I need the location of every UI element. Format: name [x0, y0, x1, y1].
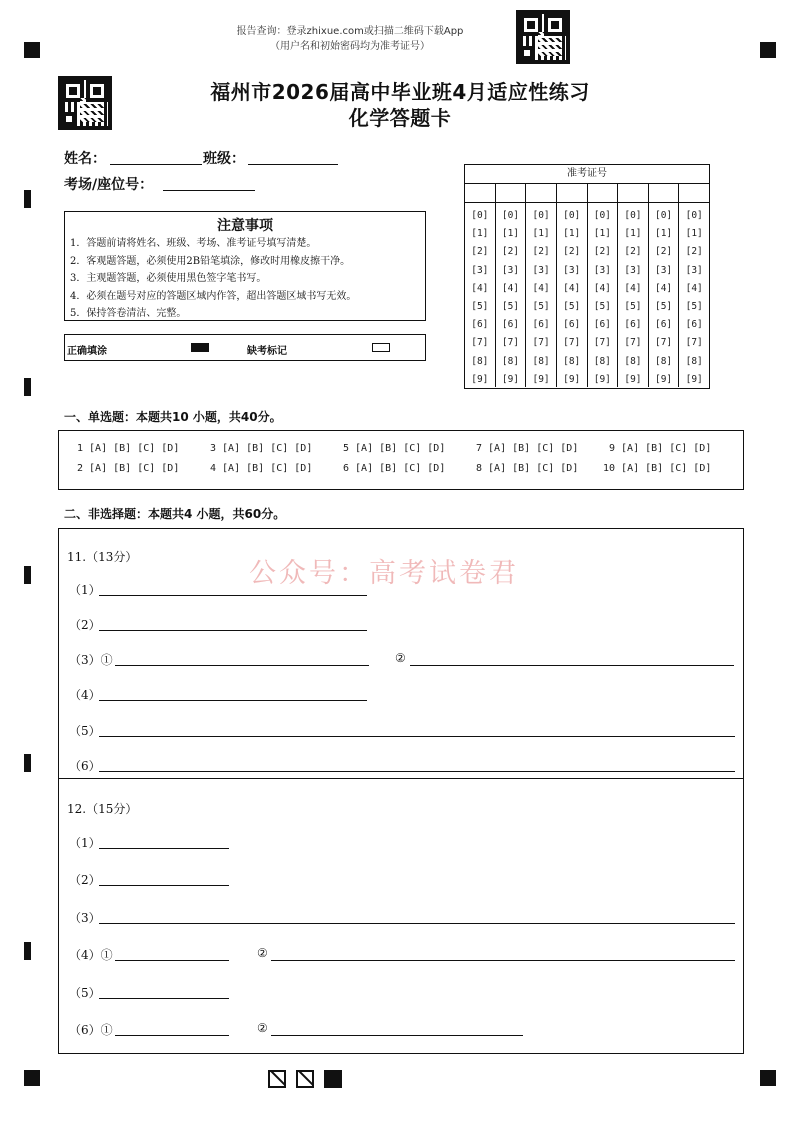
id-write-cell[interactable]: [618, 184, 649, 202]
correct-fill-sample: [191, 343, 209, 352]
exam-id-bubble[interactable]: [8]: [593, 355, 611, 367]
exam-id-bubble[interactable]: [9]: [624, 373, 642, 385]
q12-part3-label: （3）: [69, 911, 101, 925]
id-write-cell[interactable]: [526, 184, 557, 202]
exam-id-write-row: [465, 184, 709, 203]
exam-id-bubble[interactable]: [7]: [593, 337, 611, 349]
exam-id-bubble[interactable]: [4]: [685, 282, 703, 294]
q12-part4b-line[interactable]: [271, 960, 735, 961]
id-write-cell[interactable]: [465, 184, 496, 202]
exam-id-column: [465, 203, 496, 387]
mc-question[interactable]: 1 [A] [B] [C] [D]: [77, 443, 180, 454]
fill-example-box: [64, 334, 426, 361]
watermark: 公众号：高考试卷君: [249, 558, 519, 589]
exam-id-bubble[interactable]: [8]: [532, 355, 550, 367]
notice-item: 1．答题前请将姓名、班级、考场、准考证号填写清楚。: [70, 238, 317, 249]
q12-part3-line[interactable]: [99, 923, 735, 924]
q12-part1-line[interactable]: [99, 848, 229, 849]
q11-part4-line[interactable]: [99, 700, 367, 701]
q12-part4-label: （4）①: [69, 948, 113, 962]
seat-field[interactable]: [163, 190, 255, 191]
q12-heading: 12.（15分）: [67, 802, 138, 816]
id-write-cell[interactable]: [679, 184, 709, 202]
qr-code-left: [58, 76, 112, 130]
exam-id-bubble[interactable]: [6]: [501, 319, 520, 331]
absent-mark-checkbox[interactable]: [372, 343, 390, 352]
exam-id-bubble[interactable]: [5]: [532, 301, 550, 313]
exam-id-title: 准考证号: [465, 165, 709, 184]
query-line-1: 报告查询：登录zhixue.com或扫描二维码下载App: [236, 26, 464, 37]
q11-part2-label: （2）: [69, 618, 101, 632]
exam-id-bubble[interactable]: [9]: [532, 373, 550, 385]
exam-id-bubble[interactable]: [3]: [563, 264, 581, 276]
exam-id-bubble[interactable]: [2]: [563, 246, 581, 258]
exam-id-bubble[interactable]: [2]: [654, 246, 673, 258]
id-write-cell[interactable]: [496, 184, 527, 202]
exam-id-bubble[interactable]: [6]: [624, 319, 642, 331]
exam-id-bubble[interactable]: [0]: [685, 210, 703, 221]
query-line-2: （用户名和初始密码均为准考证号）: [270, 41, 430, 52]
exam-id-column: [588, 203, 619, 387]
name-label: 姓名：: [64, 151, 106, 167]
corner-mark-bottom-right: [760, 1070, 776, 1086]
exam-id-bubble[interactable]: [0]: [501, 210, 520, 221]
exam-id-bubble[interactable]: [4]: [593, 282, 611, 294]
notice-item: 3．主观题答题，必须使用黑色签字笔书写。: [70, 273, 267, 284]
correct-fill-label: 正确填涂: [67, 346, 107, 357]
notice-item: 2．客观题答题，必须使用2B铅笔填涂，修改时用橡皮擦干净。: [70, 255, 351, 267]
exam-id-bubble[interactable]: [2]: [685, 246, 703, 258]
side-mark: [24, 942, 31, 960]
exam-id-bubble[interactable]: [7]: [501, 337, 520, 349]
mc-question[interactable]: 2 [A] [B] [C] [D]: [77, 463, 180, 474]
seat-label: 考场/座位号：: [64, 177, 154, 193]
q11-part5-label: （5）: [69, 724, 101, 738]
exam-id-bubble[interactable]: [5]: [654, 301, 673, 313]
exam-id-bubble[interactable]: [7]: [685, 337, 703, 349]
exam-id-bubble[interactable]: [1]: [624, 228, 642, 240]
exam-id-bubble[interactable]: [8]: [685, 355, 703, 367]
page-title: 福州市2026届高中毕业班4月适应性练习: [210, 80, 590, 104]
exam-id-bubble[interactable]: [0]: [563, 210, 581, 221]
exam-id-bubble[interactable]: [4]: [624, 282, 642, 294]
exam-id-bubble[interactable]: [4]: [563, 282, 581, 294]
qr-code-top: [516, 10, 570, 64]
exam-id-column: [526, 203, 557, 387]
page-subtitle: 化学答题卡: [348, 106, 452, 130]
exam-id-bubble[interactable]: [5]: [593, 301, 611, 313]
notice-box: [64, 211, 426, 321]
class-label: 班级：: [203, 151, 245, 167]
exam-id-bubble[interactable]: [7]: [563, 337, 581, 349]
q12-part2-label: （2）: [69, 873, 101, 887]
exam-id-column: [557, 203, 588, 387]
exam-id-bubbles: [465, 203, 709, 387]
exam-id-bubble[interactable]: [0]: [593, 210, 611, 221]
exam-id-bubble[interactable]: [1]: [471, 228, 489, 240]
q12-part5-label: （5）: [69, 986, 101, 1000]
q11-part4-label: （4）: [69, 688, 101, 702]
q11-part6-label: （6）: [69, 759, 101, 773]
exam-id-column: [618, 203, 649, 387]
exam-id-bubble[interactable]: [5]: [501, 301, 520, 313]
report-query-note: [200, 24, 500, 54]
section2-title: 二、非选择题：本题共4 小题，共60分。: [64, 507, 286, 521]
q11-heading: 11.（13分）: [67, 550, 138, 564]
exam-id-bubble[interactable]: [5]: [624, 301, 642, 313]
exam-id-bubble[interactable]: [6]: [471, 319, 489, 331]
exam-id-bubble[interactable]: [8]: [501, 355, 520, 367]
q12-part4b-label: ②: [257, 946, 268, 960]
exam-id-bubble[interactable]: [3]: [593, 264, 611, 276]
side-mark: [24, 566, 31, 584]
exam-id-bubble[interactable]: [9]: [501, 373, 520, 385]
name-field[interactable]: [110, 164, 202, 165]
exam-id-bubble[interactable]: [1]: [685, 228, 703, 240]
exam-id-grid: [464, 164, 710, 389]
q12-answer-box: [58, 778, 744, 1054]
exam-id-bubble[interactable]: [5]: [685, 301, 703, 313]
exam-id-bubble[interactable]: [9]: [593, 373, 611, 385]
exam-id-bubble[interactable]: [6]: [685, 319, 703, 331]
id-write-cell[interactable]: [649, 184, 680, 202]
exam-id-bubble[interactable]: [1]: [654, 228, 673, 240]
q11-part5-line[interactable]: [99, 736, 735, 737]
q11-part3b-line[interactable]: [410, 665, 734, 666]
mc-question[interactable]: 7 [A] [B] [C] [D]: [476, 443, 579, 454]
exam-id-bubble[interactable]: [2]: [501, 246, 520, 258]
exam-id-bubble[interactable]: [7]: [532, 337, 550, 349]
exam-id-bubble[interactable]: [6]: [532, 319, 550, 331]
exam-id-bubble[interactable]: [3]: [532, 264, 550, 276]
notice-item: 4．必须在题号对应的答题区域内作答，超出答题区域书写无效。: [70, 290, 357, 302]
exam-id-bubble[interactable]: [7]: [654, 337, 673, 349]
exam-id-bubble[interactable]: [2]: [624, 246, 642, 258]
exam-id-bubble[interactable]: [2]: [471, 246, 489, 258]
mc-question[interactable]: 10 [A] [B] [C] [D]: [603, 463, 712, 474]
q11-part3-label: （3）①: [69, 653, 113, 667]
q12-part6b-line[interactable]: [271, 1035, 523, 1036]
exam-id-bubble[interactable]: [9]: [685, 373, 703, 385]
absent-mark-label: 缺考标记: [247, 346, 287, 357]
page-code-mark: [296, 1070, 314, 1088]
exam-id-bubble[interactable]: [2]: [532, 246, 550, 258]
exam-id-bubble[interactable]: [4]: [501, 282, 520, 294]
mc-question[interactable]: 9 [A] [B] [C] [D]: [609, 443, 712, 454]
exam-id-bubble[interactable]: [1]: [563, 228, 581, 240]
exam-id-column: [496, 203, 527, 387]
exam-id-bubble[interactable]: [0]: [654, 210, 673, 221]
exam-id-bubble[interactable]: [4]: [471, 282, 489, 294]
q11-part1-label: （1）: [69, 583, 101, 597]
exam-id-bubble[interactable]: [6]: [593, 319, 611, 331]
exam-id-bubble[interactable]: [3]: [624, 264, 642, 276]
page-code-mark: [324, 1070, 342, 1088]
exam-id-bubble[interactable]: [5]: [563, 301, 581, 313]
exam-id-column: [649, 203, 680, 387]
exam-id-bubble[interactable]: [7]: [624, 337, 642, 349]
exam-id-bubble[interactable]: [8]: [563, 355, 581, 367]
id-write-cell[interactable]: [557, 184, 588, 202]
q11-part2-line[interactable]: [99, 630, 367, 631]
exam-id-bubble[interactable]: [4]: [532, 282, 550, 294]
exam-id-bubble[interactable]: [0]: [624, 210, 642, 221]
single-choice-box: [58, 430, 744, 490]
exam-id-bubble[interactable]: [3]: [471, 264, 489, 276]
exam-id-bubble[interactable]: [8]: [624, 355, 642, 367]
exam-id-bubble[interactable]: [1]: [501, 228, 520, 240]
exam-id-bubble[interactable]: [3]: [501, 264, 520, 276]
side-mark: [24, 754, 31, 772]
exam-id-bubble[interactable]: [6]: [563, 319, 581, 331]
exam-id-bubble[interactable]: [3]: [654, 264, 673, 276]
exam-id-column: [679, 203, 709, 387]
exam-id-bubble[interactable]: [9]: [563, 373, 581, 385]
q12-part4a-line[interactable]: [115, 960, 229, 961]
exam-id-bubble[interactable]: [1]: [532, 228, 550, 240]
section1-title: 一、单选题：本题共10 小题，共40分。: [64, 410, 282, 424]
mc-question[interactable]: 5 [A] [B] [C] [D]: [343, 443, 446, 454]
exam-id-bubble[interactable]: [6]: [654, 319, 673, 331]
mc-question[interactable]: 3 [A] [B] [C] [D]: [210, 443, 313, 454]
exam-id-bubble[interactable]: [9]: [654, 373, 673, 385]
q12-part6b-label: ②: [257, 1021, 268, 1035]
mc-question[interactable]: 6 [A] [B] [C] [D]: [343, 463, 446, 474]
corner-mark-bottom-left: [24, 1070, 40, 1086]
corner-mark-top-left: [24, 42, 40, 58]
q12-part5-line[interactable]: [99, 998, 229, 999]
exam-id-bubble[interactable]: [8]: [654, 355, 673, 367]
q12-part6-label: （6）①: [69, 1023, 113, 1037]
exam-id-bubble[interactable]: [5]: [471, 301, 489, 313]
exam-id-bubble[interactable]: [3]: [685, 264, 703, 276]
q11-part3b-label: ②: [395, 651, 406, 665]
notice-title: 注意事项: [217, 218, 273, 234]
class-field[interactable]: [248, 164, 338, 165]
exam-id-bubble[interactable]: [7]: [471, 337, 489, 349]
q11-part1-line[interactable]: [99, 595, 367, 596]
notice-item: 5．保持答卷清洁、完整。: [70, 308, 187, 319]
exam-id-bubble[interactable]: [0]: [471, 210, 489, 221]
page-code-mark: [268, 1070, 286, 1088]
exam-id-bubble[interactable]: [1]: [593, 228, 611, 240]
exam-id-bubble[interactable]: [2]: [593, 246, 611, 258]
q12-part6a-line[interactable]: [115, 1035, 229, 1036]
mc-question[interactable]: 8 [A] [B] [C] [D]: [476, 463, 579, 474]
id-write-cell[interactable]: [588, 184, 619, 202]
q11-part6-line[interactable]: [99, 771, 735, 772]
q11-part3a-line[interactable]: [115, 665, 369, 666]
exam-id-bubble[interactable]: [8]: [471, 355, 489, 367]
mc-question[interactable]: 4 [A] [B] [C] [D]: [210, 463, 313, 474]
q12-part2-line[interactable]: [99, 885, 229, 886]
q11-answer-box: [58, 528, 744, 779]
q12-part1-label: （1）: [69, 836, 101, 850]
side-mark: [24, 190, 31, 208]
side-mark: [24, 378, 31, 396]
exam-id-bubble[interactable]: [0]: [532, 210, 550, 221]
exam-id-bubble[interactable]: [9]: [471, 373, 489, 385]
corner-mark-top-right: [760, 42, 776, 58]
exam-id-bubble[interactable]: [4]: [654, 282, 673, 294]
